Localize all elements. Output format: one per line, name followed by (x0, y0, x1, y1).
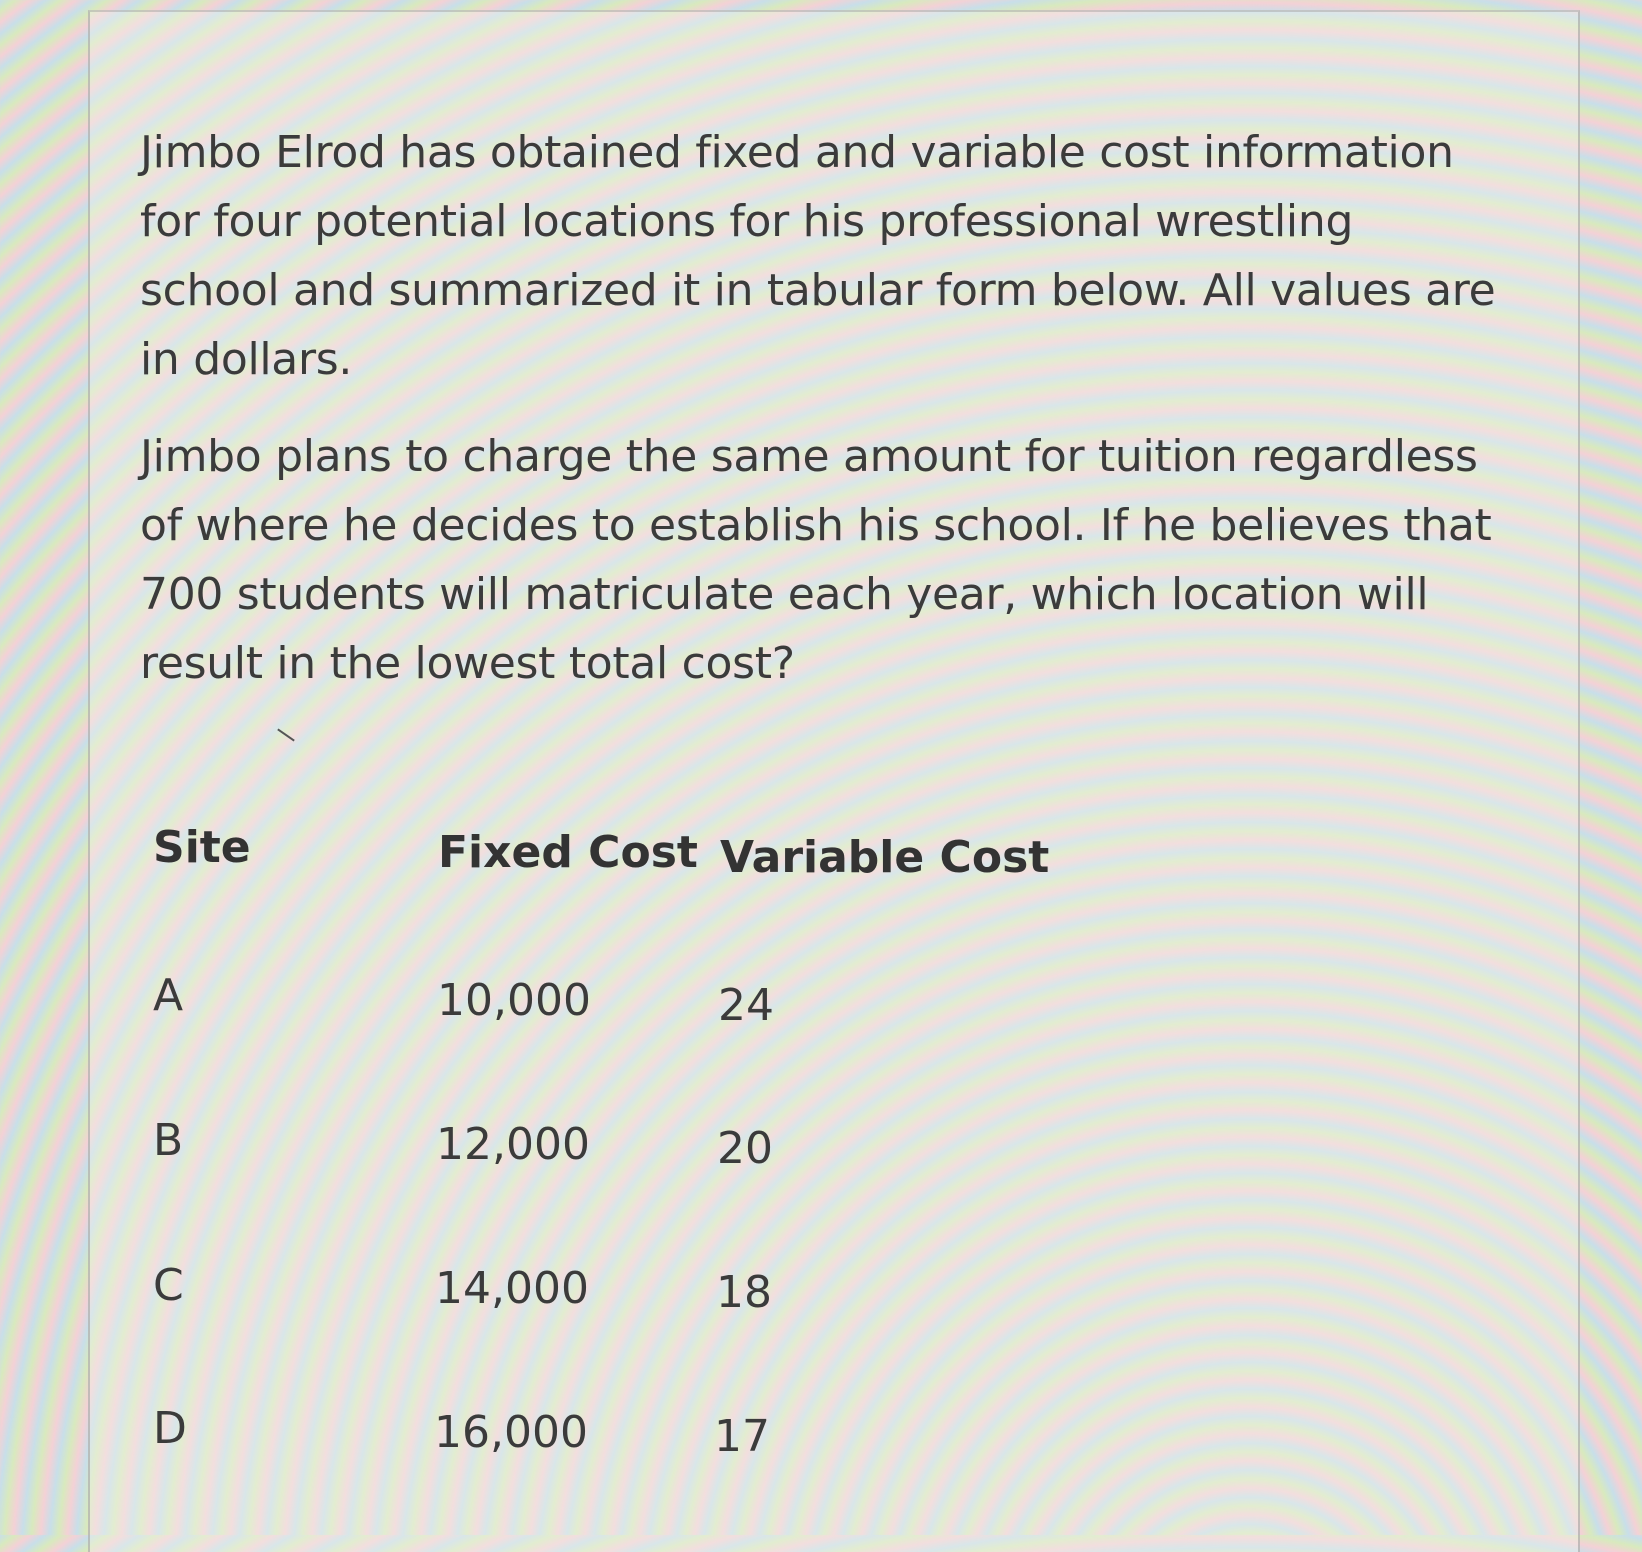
row-a-variable-cost: 24 (718, 980, 774, 1031)
row-d-site: D (153, 1403, 187, 1454)
row-d-variable-cost: 17 (714, 1411, 770, 1462)
row-a-fixed-cost: 10,000 (437, 975, 591, 1026)
header-site: Site (153, 822, 251, 873)
header-fixed-cost: Fixed Cost (438, 827, 698, 878)
row-c-variable-cost: 18 (716, 1267, 772, 1318)
row-c-site: C (153, 1260, 184, 1311)
header-variable-cost: Variable Cost (720, 832, 1050, 883)
row-d-fixed-cost: 16,000 (434, 1407, 588, 1458)
row-c-fixed-cost: 14,000 (435, 1263, 589, 1314)
row-b-fixed-cost: 12,000 (436, 1119, 590, 1170)
question-text (140, 118, 1500, 726)
row-b-variable-cost: 20 (717, 1123, 773, 1174)
row-a-site: A (153, 970, 184, 1021)
row-b-site: B (153, 1115, 184, 1166)
question-paragraph-2: Jimbo plans to charge the same amount for tuition regardless of where he decides to establish his school. If he believes that 700 students will matriculate each year, which location will result in the lowest total cost? (140, 431, 1492, 689)
question-paragraph-1: Jimbo Elrod has obtained fixed and variable cost information for four potential locations for his professional wrestling school and summarized it in tabular form below. All values are in dollars. (140, 127, 1496, 385)
